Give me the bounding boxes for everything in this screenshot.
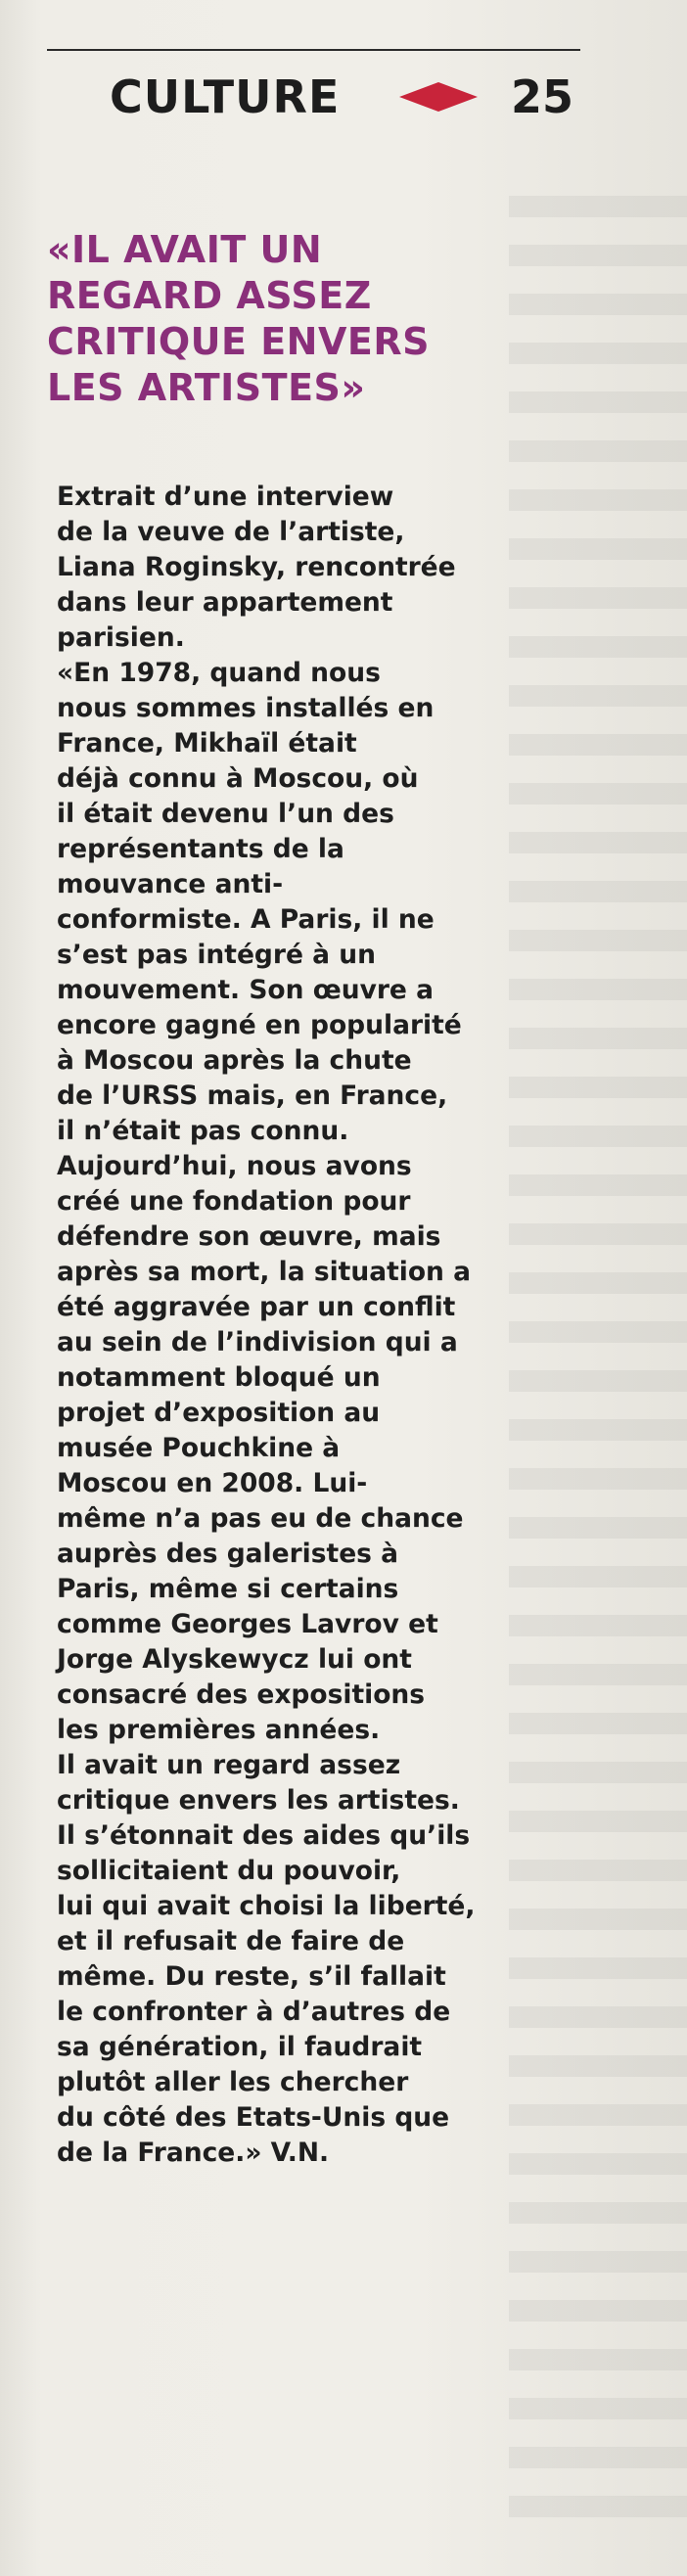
bleed-through-column (509, 196, 687, 2525)
article-line: à Moscou après la chute (57, 1045, 412, 1076)
article-line: critique envers les artistes. (57, 1785, 460, 1816)
article-line: mouvement. Son œuvre a (57, 975, 435, 1005)
article-line: auprès des galeristes à (57, 1539, 399, 1569)
article-body (57, 480, 487, 2171)
section-label: CULTURE (110, 70, 341, 123)
article-line: comme Georges Lavrov et (57, 1609, 438, 1639)
article-line: «En 1978, quand nous (57, 658, 381, 688)
article-line: il était devenu l’un des (57, 799, 394, 829)
article-line: Moscou en 2008. Lui- (57, 1468, 368, 1498)
article-line: Aujourd’hui, nous avons (57, 1151, 412, 1181)
article-line: mouvance anti- (57, 869, 284, 899)
article-line: créé une fondation pour (57, 1186, 411, 1217)
article-line: Jorge Alyskewycz lui ont (57, 1644, 412, 1675)
article-line: dans leur appartement (57, 587, 393, 618)
top-rule (47, 49, 580, 51)
article-line: plutôt aller les chercher (57, 2067, 409, 2097)
section-header (110, 65, 589, 133)
article-line: déjà connu à Moscou, où (57, 763, 419, 794)
article-line: au sein de l’indivision qui a (57, 1327, 458, 1357)
article-line: conformiste. A Paris, il ne (57, 904, 435, 935)
article-line: nous sommes installés en (57, 693, 435, 723)
article-line: parisien. (57, 622, 185, 653)
article-line: de la veuve de l’artiste, (57, 517, 405, 547)
article-line: sa génération, il faudrait (57, 2032, 423, 2062)
article-line: et il refusait de faire de (57, 1926, 405, 1956)
article-line: représentants de la (57, 834, 344, 864)
article-line: France, Mikhaïl était (57, 728, 357, 759)
article-line: Il s’étonnait des aides qu’ils (57, 1820, 471, 1851)
article-line: de la France.» V.N. (57, 2138, 330, 2168)
diamond-icon (399, 82, 478, 112)
page-number: 25 (511, 70, 574, 123)
article-line: lui qui avait choisi la liberté, (57, 1891, 476, 1921)
article-line: Extrait d’une interview (57, 482, 394, 512)
article-line: encore gagné en popularité (57, 1010, 462, 1040)
article-line: même n’a pas eu de chance (57, 1503, 464, 1534)
article-line: du côté des Etats-Unis que (57, 2102, 450, 2133)
article-line: été aggravée par un conflit (57, 1292, 456, 1322)
article-line: notamment bloqué un (57, 1362, 381, 1393)
article-line: après sa mort, la situation a (57, 1257, 472, 1287)
article-line: Liana Roginsky, rencontrée (57, 552, 456, 582)
article-line: le confronter à d’autres de (57, 1997, 451, 2027)
article-line: défendre son œuvre, mais (57, 1221, 441, 1252)
article-line: musée Pouchkine à (57, 1433, 341, 1463)
article-line: Il avait un regard assez (57, 1750, 401, 1780)
article-line: sollicitaient du pouvoir, (57, 1856, 401, 1886)
article-line: les premières années. (57, 1715, 381, 1745)
article-line: projet d’exposition au (57, 1398, 381, 1428)
article-line: de l’URSS mais, en France, (57, 1081, 448, 1111)
article-line: même. Du reste, s’il fallait (57, 1961, 446, 1992)
article-line: Paris, même si certains (57, 1574, 399, 1604)
article-line: s’est pas intégré à un (57, 940, 376, 970)
article-line: consacré des expositions (57, 1679, 426, 1710)
article-headline: «IL AVAIT UN REGARD ASSEZ CRITIQUE ENVERS LES ARTISTES» (47, 228, 430, 409)
article-line: il n’était pas connu. (57, 1116, 349, 1146)
